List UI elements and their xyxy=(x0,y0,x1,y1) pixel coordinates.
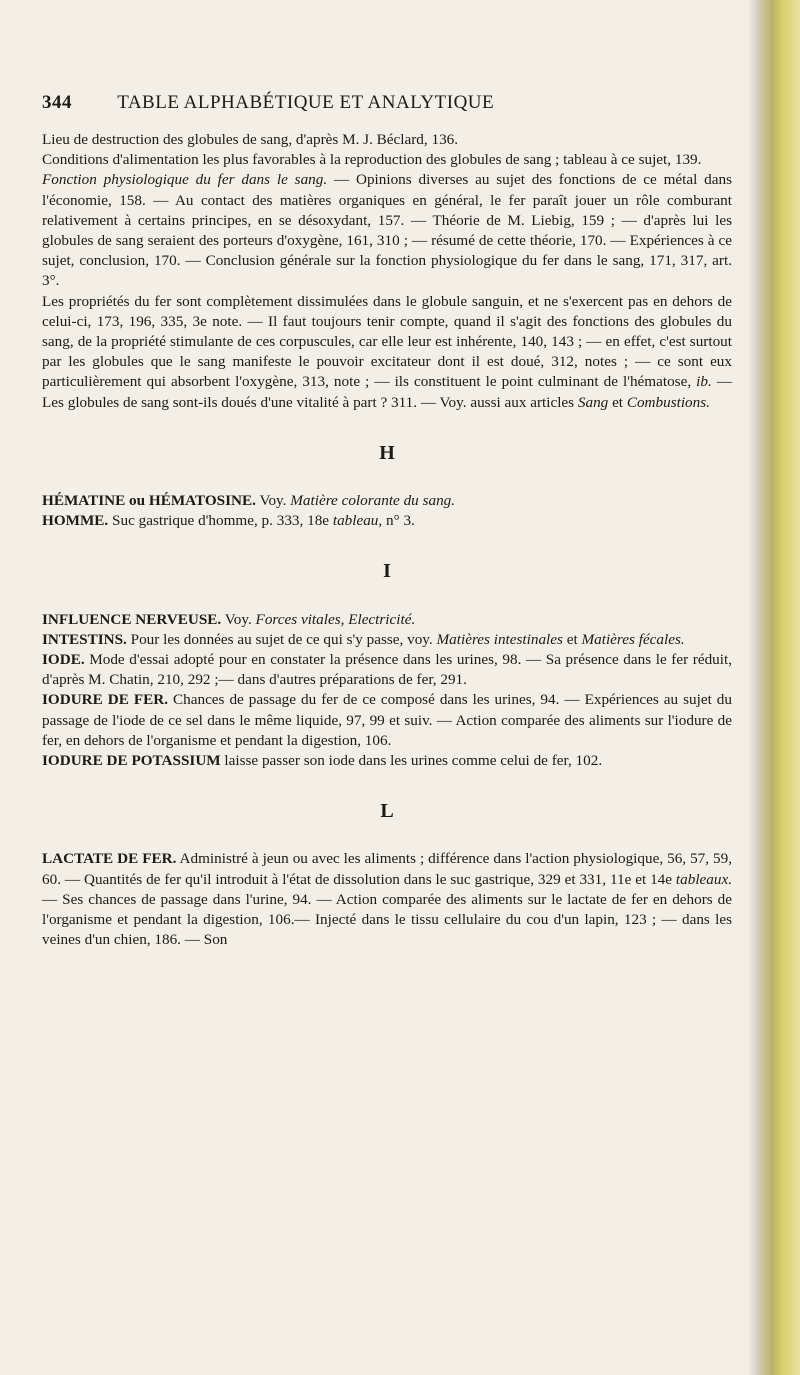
crossref-combustions: Combustions. xyxy=(626,393,710,411)
running-header xyxy=(42,92,722,114)
crossref-matiere-colorante: Matière colorante du sang. xyxy=(290,492,456,510)
entry-iodure-fer xyxy=(42,690,732,751)
headword-iodure-fer: IODURE DE FER. xyxy=(42,691,169,709)
entry-conditions: Conditions d'alimentation les plus favorables à la reproduction des globules de sang ; tableau à ce sujet, 139. xyxy=(42,151,702,169)
page-title: TABLE ALPHABÉTIQUE ET ANALYTIQUE xyxy=(117,92,495,113)
headword-lactate: LACTATE DE FER. xyxy=(42,850,177,868)
entry-hematine xyxy=(42,491,732,511)
entry-proprietes-text-b: — Les globules de sang sont-ils doués d'une vitalité à part ? 311. — Voy. aussi aux articles xyxy=(42,373,733,411)
entry-iode-text: Mode d'essai adopté pour en constater la présence dans les urines, 98. — Sa présence dans le fer réduit, d'après M. Chatin, 210, 292 ;— dans d'autres préparations de fer, 291. xyxy=(42,651,732,689)
entry-lactate-tableaux: tableaux. xyxy=(675,870,732,888)
crossref-forces-vitales: Forces vitales, Electricité. xyxy=(255,610,416,628)
entry-fonction xyxy=(42,170,732,291)
section-letter-i: I xyxy=(383,560,391,583)
entry-fonction-text: — Opinions diverses au sujet des fonctions de ce métal dans l'économie, 158. — Au contact des matières organiques en général, le fer paraît jouer un rôle comburant relativement à certains principes, en se désoxydant, 157. — Théorie de M. Liebig, 159 ; — d'après lui les globules de sang seraient des porteurs d'oxygène, 161, 310 ; — résumé de cette théorie, 170. — Expériences à ce sujet, conclusion, 170. — Conclusion générale sur la fonction physiologique du fer dans le sang, 171, 317, art. 3°. xyxy=(42,171,732,290)
headword-iode: IODE. xyxy=(42,651,85,669)
entry-fonction-heading: Fonction physiologique du fer dans le sang. xyxy=(42,171,328,189)
index-content xyxy=(42,130,732,951)
entry-proprietes-et: et xyxy=(608,393,627,411)
voy-label: Voy. xyxy=(221,610,256,628)
entry-homme-text: Suc gastrique d'homme, p. 333, 18e xyxy=(108,512,333,530)
headword-hematine: HÉMATINE ou HÉMATOSINE. xyxy=(42,492,256,510)
entry-homme xyxy=(42,511,732,531)
entry-intestins xyxy=(42,630,732,650)
voy-label: Voy. xyxy=(255,492,291,510)
section-letter-h: H xyxy=(379,441,395,464)
entry-lactate-text-a: Administré à jeun ou avec les aliments ; différence dans l'action physiologique, 56, 57, 59, 60. — Quantités de fer qu'il introduit à l'état de dissolution dans le suc gastrique, 329 et 331, 11e et 14e xyxy=(42,850,733,888)
entry-proprietes-ibid: ib. xyxy=(696,373,712,391)
entry-intestins-text: Pour les données au sujet de ce qui s'y passe, voy. xyxy=(126,630,437,648)
entry-homme-end: n° 3. xyxy=(382,512,415,530)
crossref-matieres-intestinales: Matières intestinales xyxy=(436,630,563,648)
crossref-matieres-fecales: Matières fécales. xyxy=(581,630,685,648)
entry-lieu: Lieu de destruction des globules de sang, d'après M. J. Béclard, 136. xyxy=(42,131,459,148)
entry-intestins-et: et xyxy=(562,630,582,648)
adjacent-page-edge xyxy=(760,0,800,1375)
entry-iodure-potassium xyxy=(42,751,732,771)
entry-iodure-fer-text: Chances de passage du fer de ce composé dans les urines, 94. — Expériences au sujet du passage de l'iode de ce sel dans le même liquide, 97, 99 et suiv. — Action comparée des aliments sur l'iodure de fer, en dehors de l'organisme et pendant la digestion, 106. xyxy=(42,691,732,749)
entry-lactate xyxy=(42,849,732,950)
headword-influence: INFLUENCE NERVEUSE. xyxy=(42,610,222,628)
entry-iode xyxy=(42,650,732,690)
crossref-sang: Sang xyxy=(577,393,609,411)
entry-iodure-potassium-text: laisse passer son iode dans les urines comme celui de fer, 102. xyxy=(220,752,603,770)
section-letter-l: L xyxy=(380,800,394,823)
entry-lactate-text-b: — Ses chances de passage dans l'urine, 94. — Action comparée des aliments sur le lactate de fer en dehors de l'organisme et pendant la digestion, 106.— Injecté dans le tissu cellulaire du cou d'un lapin, 123 ; — dans les veines d'un chien, 186. — Son xyxy=(42,890,732,949)
entry-influence xyxy=(42,610,732,630)
page-number: 344 xyxy=(42,92,72,113)
headword-homme: HOMME. xyxy=(42,512,109,530)
headword-iodure-potassium: IODURE DE POTASSIUM xyxy=(42,752,221,770)
entry-proprietes-text-a: Les propriétés du fer sont complètement dissimulées dans le globule sanguin, et ne s'exercent pas en dehors de celui-ci, 173, 196, 335, 3e note. — Il faut toujours tenir compte, quand il s'agit des fonctions des globules du sang, de la propriété stimulante de ces corpuscules, car elle leur est inhérente, 140, 143 ; — en effet, c'est surtout par les globules que le sang manifeste le pouvoir excitateur dont il est doué, 312, notes ; — ce sont eux particulièrement qui absorbent l'oxygène, 313, note ; — ils constituent le point culminant de l'hématose, xyxy=(42,292,732,391)
headword-intestins: INTESTINS. xyxy=(42,630,127,648)
entry-proprietes xyxy=(42,292,732,413)
entry-homme-tableau: tableau, xyxy=(332,512,383,530)
